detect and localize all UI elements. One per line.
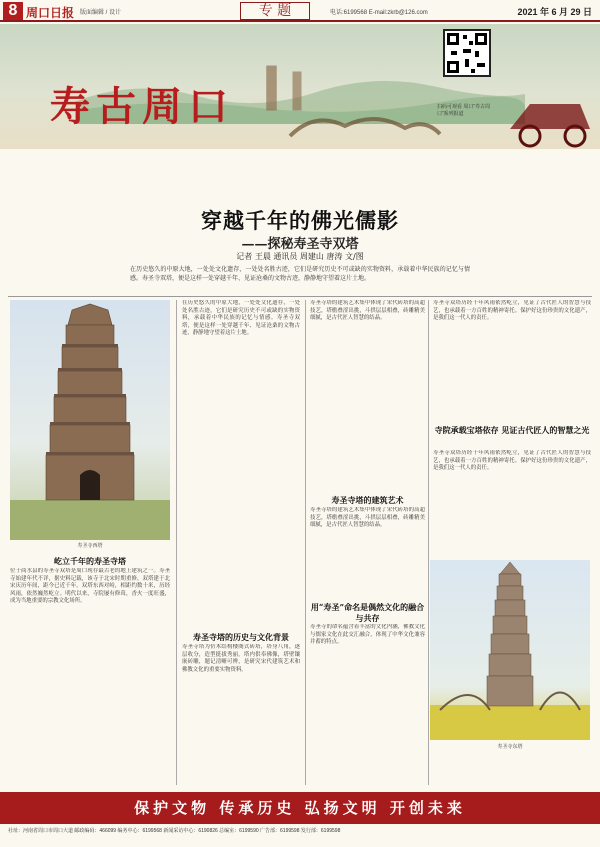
byline: 记者 王晨 通讯员 周建山 唐涛 文/图 (236, 252, 364, 261)
divider (8, 296, 592, 297)
col5-intro-text: 寿圣寺双塔历经千年风雨依然屹立，见证了古代匠人的智慧与技艺，也承载着一方百姓的精神寄托。保护好这份珍贵的文化遗产，是我们这一代人的责任。 (433, 300, 591, 322)
headline: 穿越千年的佛光儒影 (201, 208, 399, 233)
banner-title: 寿古周口 (50, 83, 234, 130)
issue-date: 2021 年 6 月 29 日 (517, 7, 592, 17)
horses-illustration (285, 106, 445, 146)
col3-text: 寿圣寺塔的建筑艺术集中体现了宋代砖塔的高超技艺，塔檐叠涩出挑，斗拱层层相叠，砖雕精美细腻，是古代匠人智慧的结晶。 (310, 507, 425, 529)
paper-name: 周口日报 (26, 6, 75, 20)
col2-title: 寿圣寺塔的历史与文化背景 (193, 632, 289, 642)
photo-caption-west: 寿圣寺西塔 (77, 543, 103, 549)
col2-intro-text: 在历史悠久的中原大地，一处处文化遗存，一处处名胜古迹，它们是研究历史不可或缺的实物资料，承载着中华民族的记忆与情感。寿圣寺双塔，便是这样一处穿越千年、见证沧桑的文物古迹，静静地守望着这片土地。 (182, 300, 300, 337)
qr-code[interactable] (443, 29, 491, 77)
editor-info: 版面编辑 / 设计 (80, 10, 122, 16)
col5-title: 寺院承载宝塔依存 见证古代匠人的智慧之光 (434, 425, 590, 435)
lead-paragraph: 在历史悠久的中原大地，一处处文化遗存，一处处名胜古迹，它们是研究历史不可或缺的实物资料，承载着中华民族的记忆与情感。寿圣寺双塔，便是这样一处穿越千年、见证沧桑的文物古迹，静静地守望着这片土地。 (130, 266, 470, 282)
column-rule (305, 300, 306, 785)
column-rule (176, 300, 177, 785)
col4-text: 寿圣寺的命名蕴含着丰富的文化内涵，佛教文化与儒家文化在此交汇融合，体现了中华文化兼容并蓄的特点。 (310, 624, 425, 646)
subheadline: ——探秘寿圣寺双塔 (241, 237, 359, 252)
footer-info: 社址：河南省周口市周口大道 邮政编码：466099 编务中心：6199568 新闻采访中心：6190826 总编室：6199590 广告部：6199598 发行部：6199598 (8, 828, 341, 834)
page-number: 8 (3, 2, 23, 20)
photo-caption-east: 寿圣寺东塔 (497, 744, 523, 750)
col2-text: 寿圣寺塔为仿木结构楼阁式砖塔，塔身八角，逐层收分，造型挺拔秀丽。塔内供奉佛像，塔壁镶嵌砖雕，题记清晰可辨，是研究宋代建筑艺术和佛教文化的重要实物资料。 (182, 644, 300, 673)
section-label: 专 题 (240, 2, 310, 20)
pagoda-photo-west (10, 300, 170, 540)
qr-caption: 扫码可观看 周口“寿古周口”系列报道 (437, 104, 491, 117)
col3-intro-text: 寿圣寺塔的建筑艺术集中体现了宋代砖塔的高超技艺，塔檐叠涩出挑，斗拱层层相叠，砖雕精美细腻，是古代匠人智慧的结晶。 (310, 300, 425, 322)
col1-text: 位于商水县的寿圣寺双塔是周口现存最古老的地上建筑之一。寿圣寺始建年代不详，据史料记载，该寺于北宋时期重修，双塔建于北宋庆历年间，距今已近千年。双塔东西对峙，相距约数十米，历经风雨，依然巍然屹立。明代以来，寺院屡有修葺，香火一度旺盛，成为当地重要的宗教文化场所。 (10, 568, 170, 605)
pagoda-photo-east (430, 560, 590, 740)
col4-title: 用“寿圣”命名是偶然文化的融合与共存 (310, 602, 425, 623)
chariot-illustration (500, 84, 600, 149)
col3-title: 寿圣寺塔的建筑艺术 (331, 495, 404, 505)
column-rule (428, 300, 429, 785)
col1-title: 屹立千年的寿圣寺塔 (54, 556, 126, 566)
slogan-banner: 保护文物 传承历史 弘扬文明 开创未来 (0, 792, 600, 824)
contact-info: 电话:6199568 E-mail:zkrb@126.com (330, 10, 428, 16)
col5-text: 寿圣寺双塔历经千年风雨依然屹立，见证了古代匠人的智慧与技艺，也承载着一方百姓的精神寄托。保护好这份珍贵的文化遗产，是我们这一代人的责任。 (433, 450, 591, 472)
